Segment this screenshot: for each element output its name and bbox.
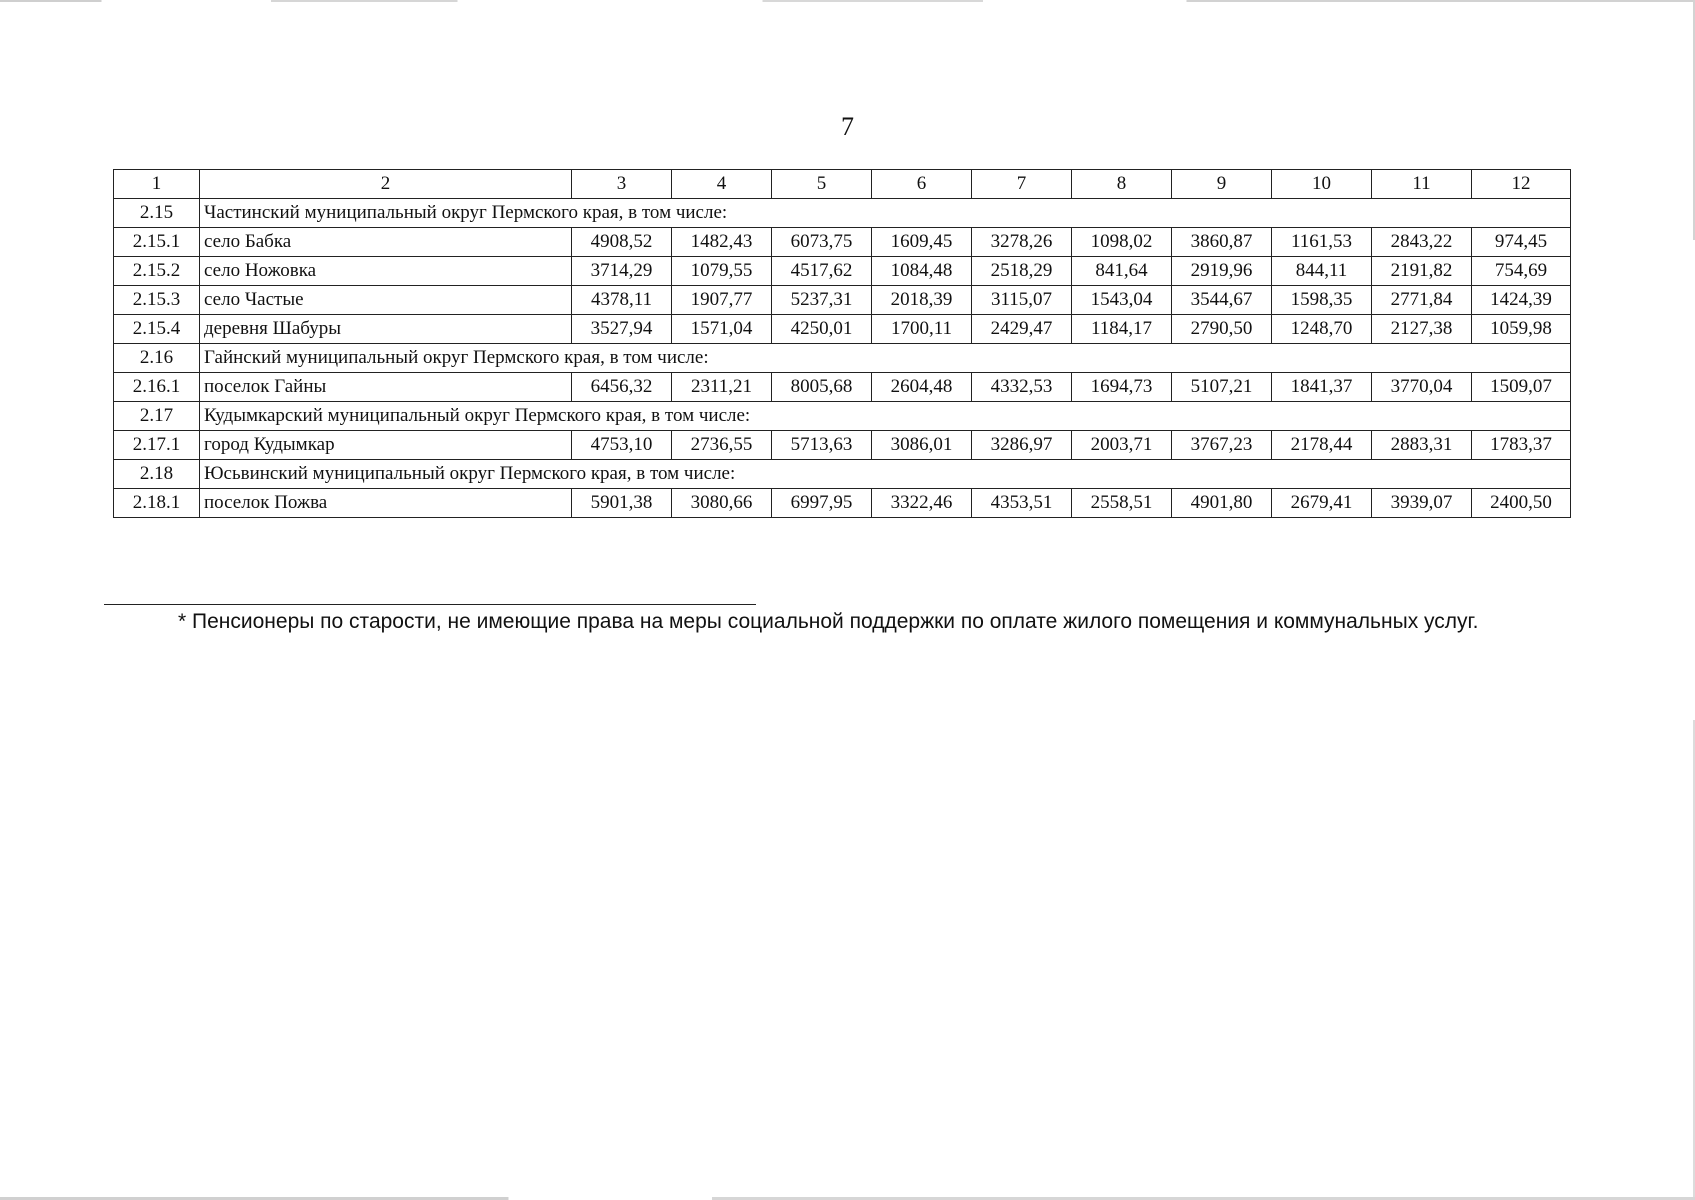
value-cell: 1694,73: [1072, 373, 1172, 402]
group-title-cell: Частинский муниципальный округ Пермского края, в том числе:: [200, 199, 1571, 228]
value-cell: 4378,11: [572, 286, 672, 315]
value-cell: 3322,46: [872, 489, 972, 518]
value-cell: 844,11: [1272, 257, 1372, 286]
settlement-name-cell: деревня Шабуры: [200, 315, 572, 344]
value-cell: 3286,97: [972, 431, 1072, 460]
value-cell: 1841,37: [1272, 373, 1372, 402]
group-row: [114, 402, 1571, 431]
value-cell: 5713,63: [772, 431, 872, 460]
footnote-text: * Пенсионеры по старости, не имеющие права на меры социальной поддержки по оплате жилого помещения и коммунальных услуг.: [178, 610, 1479, 633]
value-cell: 2191,82: [1372, 257, 1472, 286]
value-cell: 3278,26: [972, 228, 1072, 257]
row-code-cell: 2.15.4: [114, 315, 200, 344]
value-cell: 2003,71: [1072, 431, 1172, 460]
value-cell: 1098,02: [1072, 228, 1172, 257]
column-number-cell: 3: [572, 170, 672, 199]
row-code-cell: 2.18: [114, 460, 200, 489]
value-cell: 1571,04: [672, 315, 772, 344]
row-code-cell: 2.15.1: [114, 228, 200, 257]
settlement-name-cell: город Кудымкар: [200, 431, 572, 460]
value-cell: 3767,23: [1172, 431, 1272, 460]
value-cell: 3714,29: [572, 257, 672, 286]
table-row: [114, 257, 1571, 286]
value-cell: 1783,37: [1472, 431, 1571, 460]
value-cell: 1084,48: [872, 257, 972, 286]
value-cell: 2400,50: [1472, 489, 1571, 518]
row-code-cell: 2.16.1: [114, 373, 200, 402]
group-row: [114, 460, 1571, 489]
value-cell: 6456,32: [572, 373, 672, 402]
row-code-cell: 2.16: [114, 344, 200, 373]
table-row: [114, 286, 1571, 315]
row-code-cell: 2.15.3: [114, 286, 200, 315]
value-cell: 2518,29: [972, 257, 1072, 286]
value-cell: 1609,45: [872, 228, 972, 257]
value-cell: 3860,87: [1172, 228, 1272, 257]
column-number-cell: 10: [1272, 170, 1372, 199]
value-cell: 5107,21: [1172, 373, 1272, 402]
value-cell: 2736,55: [672, 431, 772, 460]
value-cell: 754,69: [1472, 257, 1571, 286]
table-row: [114, 373, 1571, 402]
value-cell: 1184,17: [1072, 315, 1172, 344]
value-cell: 4908,52: [572, 228, 672, 257]
row-code-cell: 2.17.1: [114, 431, 200, 460]
table-row: [114, 228, 1571, 257]
table-row: [114, 315, 1571, 344]
column-number-cell: 8: [1072, 170, 1172, 199]
tariff-table: [113, 169, 1571, 518]
value-cell: 1482,43: [672, 228, 772, 257]
value-cell: 4517,62: [772, 257, 872, 286]
column-number-cell: 9: [1172, 170, 1272, 199]
value-cell: 4250,01: [772, 315, 872, 344]
value-cell: 4753,10: [572, 431, 672, 460]
group-title-cell: Кудымкарский муниципальный округ Пермского края, в том числе:: [200, 402, 1571, 431]
scan-edge-top: [0, 0, 1695, 2]
settlement-name-cell: поселок Гайны: [200, 373, 572, 402]
value-cell: 2127,38: [1372, 315, 1472, 344]
value-cell: 8005,68: [772, 373, 872, 402]
settlement-name-cell: поселок Пожва: [200, 489, 572, 518]
value-cell: 2843,22: [1372, 228, 1472, 257]
value-cell: 3115,07: [972, 286, 1072, 315]
value-cell: 841,64: [1072, 257, 1172, 286]
page-number: 7: [841, 112, 854, 141]
column-number-cell: 6: [872, 170, 972, 199]
value-cell: 3086,01: [872, 431, 972, 460]
value-cell: 5237,31: [772, 286, 872, 315]
value-cell: 6073,75: [772, 228, 872, 257]
table-row: [114, 431, 1571, 460]
value-cell: 1248,70: [1272, 315, 1372, 344]
value-cell: 1079,55: [672, 257, 772, 286]
value-cell: 2883,31: [1372, 431, 1472, 460]
value-cell: 1509,07: [1472, 373, 1571, 402]
value-cell: 2558,51: [1072, 489, 1172, 518]
value-cell: 3770,04: [1372, 373, 1472, 402]
column-number-cell: 4: [672, 170, 772, 199]
value-cell: 1598,35: [1272, 286, 1372, 315]
settlement-name-cell: село Бабка: [200, 228, 572, 257]
value-cell: 2604,48: [872, 373, 972, 402]
value-cell: 1700,11: [872, 315, 972, 344]
value-cell: 2919,96: [1172, 257, 1272, 286]
group-row: [114, 199, 1571, 228]
value-cell: 4332,53: [972, 373, 1072, 402]
value-cell: 2018,39: [872, 286, 972, 315]
table-row: [114, 489, 1571, 518]
value-cell: 5901,38: [572, 489, 672, 518]
footnote-divider: [104, 604, 756, 605]
value-cell: 3939,07: [1372, 489, 1472, 518]
settlement-name-cell: село Ножовка: [200, 257, 572, 286]
value-cell: 4353,51: [972, 489, 1072, 518]
value-cell: 2178,44: [1272, 431, 1372, 460]
group-row: [114, 344, 1571, 373]
value-cell: 2429,47: [972, 315, 1072, 344]
value-cell: 1059,98: [1472, 315, 1571, 344]
row-code-cell: 2.15: [114, 199, 200, 228]
value-cell: 1907,77: [672, 286, 772, 315]
value-cell: 2771,84: [1372, 286, 1472, 315]
column-number-cell: 7: [972, 170, 1072, 199]
table-body: [114, 170, 1571, 518]
value-cell: 3544,67: [1172, 286, 1272, 315]
group-title-cell: Гайнский муниципальный округ Пермского края, в том числе:: [200, 344, 1571, 373]
value-cell: 2679,41: [1272, 489, 1372, 518]
value-cell: 3080,66: [672, 489, 772, 518]
column-number-cell: 5: [772, 170, 872, 199]
value-cell: 3527,94: [572, 315, 672, 344]
value-cell: 1161,53: [1272, 228, 1372, 257]
value-cell: 974,45: [1472, 228, 1571, 257]
value-cell: 2311,21: [672, 373, 772, 402]
table-header-row: [114, 170, 1571, 199]
column-number-cell: 12: [1472, 170, 1571, 199]
row-code-cell: 2.15.2: [114, 257, 200, 286]
column-number-cell: 2: [200, 170, 572, 199]
row-code-cell: 2.17: [114, 402, 200, 431]
column-number-cell: 1: [114, 170, 200, 199]
value-cell: 6997,95: [772, 489, 872, 518]
column-number-cell: 11: [1372, 170, 1472, 199]
settlement-name-cell: село Частые: [200, 286, 572, 315]
group-title-cell: Юсьвинский муниципальный округ Пермского края, в том числе:: [200, 460, 1571, 489]
value-cell: 1424,39: [1472, 286, 1571, 315]
row-code-cell: 2.18.1: [114, 489, 200, 518]
value-cell: 2790,50: [1172, 315, 1272, 344]
value-cell: 4901,80: [1172, 489, 1272, 518]
value-cell: 1543,04: [1072, 286, 1172, 315]
